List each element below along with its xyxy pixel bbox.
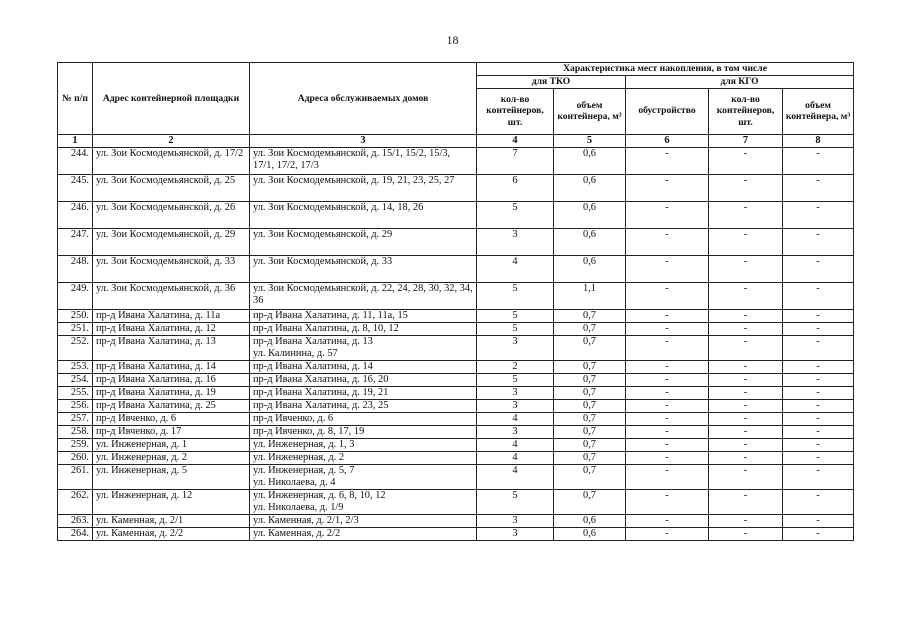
served-address: ул. Зои Космодемьянской, д. 29 (250, 228, 477, 255)
site-address: ул. Инженерная, д. 2 (93, 451, 250, 464)
site-address: ул. Зои Космодемьянской, д. 25 (93, 174, 250, 201)
header-kgo-count: кол-во контейнеров, шт. (709, 88, 783, 134)
row-number: 263. (58, 514, 93, 527)
tko-count: 4 (477, 255, 554, 282)
row-number: 251. (58, 322, 93, 335)
tko-count: 3 (477, 335, 554, 360)
kgo-count: - (709, 425, 783, 438)
table-row (58, 373, 854, 386)
tko-volume: 0,6 (554, 228, 626, 255)
row-number: 264. (58, 527, 93, 540)
tko-count: 6 (477, 174, 554, 201)
row-number: 261. (58, 464, 93, 489)
site-address: ул. Инженерная, д. 1 (93, 438, 250, 451)
tko-volume: 0,7 (554, 360, 626, 373)
served-address: пр-д Ивана Халатина, д. 11, 11а, 15 (250, 309, 477, 322)
kgo-volume: - (783, 322, 854, 335)
tko-count: 3 (477, 399, 554, 412)
kgo-volume: - (783, 373, 854, 386)
site-address: пр-д Ивана Халатина, д. 25 (93, 399, 250, 412)
served-address: пр-д Ивана Халатина, д. 13 (250, 335, 477, 348)
tko-volume: 0,7 (554, 386, 626, 399)
tko-volume: 0,6 (554, 201, 626, 228)
site-address: ул. Инженерная, д. 5 (93, 464, 250, 489)
kgo-volume: - (783, 147, 854, 174)
site-address: пр-д Ивана Халатина, д. 12 (93, 322, 250, 335)
tko-count: 5 (477, 201, 554, 228)
served-address: ул. Инженерная, д. 6, 8, 10, 12 (250, 489, 477, 502)
served-address: ул. Зои Космодемьянской, д. 14, 18, 26 (250, 201, 477, 228)
table-row (58, 412, 854, 425)
tko-volume: 0,6 (554, 147, 626, 174)
kgo-count: - (709, 322, 783, 335)
row-number: 253. (58, 360, 93, 373)
site-address: пр-д Ивченко, д. 6 (93, 412, 250, 425)
kgo-count: - (709, 399, 783, 412)
header-tko: для ТКО (477, 76, 626, 89)
kgo-count: - (709, 147, 783, 174)
setup: - (626, 438, 709, 451)
kgo-count: - (709, 201, 783, 228)
column-number: 8 (783, 134, 854, 147)
tko-volume: 0,7 (554, 464, 626, 489)
table-row (58, 322, 854, 335)
site-address: пр-д Ивана Халатина, д. 14 (93, 360, 250, 373)
setup: - (626, 309, 709, 322)
header-tko-volume: объем контейнера, м³ (554, 88, 626, 134)
kgo-volume: - (783, 335, 854, 360)
kgo-volume: - (783, 228, 854, 255)
table-row (58, 527, 854, 540)
kgo-volume: - (783, 360, 854, 373)
setup: - (626, 147, 709, 174)
served-address: ул. Зои Космодемьянской, д. 15/1, 15/2, 15/3, 17/1, 17/2, 17/3 (250, 147, 477, 174)
header-served-addresses: Адреса обслуживаемых домов (250, 63, 477, 135)
kgo-volume: - (783, 451, 854, 464)
kgo-count: - (709, 309, 783, 322)
setup: - (626, 386, 709, 399)
table-row (58, 228, 854, 255)
site-address: ул. Зои Космодемьянской, д. 26 (93, 201, 250, 228)
header-setup: обустройство (626, 88, 709, 134)
tko-volume: 0,7 (554, 425, 626, 438)
tko-volume: 0,7 (554, 489, 626, 514)
kgo-count: - (709, 335, 783, 360)
kgo-volume: - (783, 255, 854, 282)
served-address: пр-д Ивченко, д. 8, 17, 19 (250, 425, 477, 438)
site-address: пр-д Ивченко, д. 17 (93, 425, 250, 438)
column-number: 6 (626, 134, 709, 147)
served-address: ул. Зои Космодемьянской, д. 33 (250, 255, 477, 282)
table-row (58, 335, 854, 348)
setup: - (626, 527, 709, 540)
site-address: ул. Зои Космодемьянской, д. 36 (93, 282, 250, 309)
kgo-volume: - (783, 201, 854, 228)
setup: - (626, 399, 709, 412)
table-row (58, 255, 854, 282)
kgo-volume: - (783, 489, 854, 514)
row-number: 262. (58, 489, 93, 514)
setup: - (626, 322, 709, 335)
setup: - (626, 335, 709, 360)
tko-volume: 0,7 (554, 399, 626, 412)
kgo-count: - (709, 412, 783, 425)
tko-volume: 0,6 (554, 255, 626, 282)
table-row (58, 386, 854, 399)
served-address: ул. Каменная, д. 2/1, 2/3 (250, 514, 477, 527)
tko-volume: 0,7 (554, 322, 626, 335)
kgo-volume: - (783, 464, 854, 489)
kgo-count: - (709, 514, 783, 527)
kgo-volume: - (783, 309, 854, 322)
kgo-count: - (709, 174, 783, 201)
kgo-volume: - (783, 282, 854, 309)
header-tko-count: кол-во контейнеров, шт. (477, 88, 554, 134)
row-number: 252. (58, 335, 93, 360)
setup: - (626, 412, 709, 425)
setup: - (626, 360, 709, 373)
setup: - (626, 425, 709, 438)
setup: - (626, 451, 709, 464)
kgo-volume: - (783, 174, 854, 201)
tko-count: 7 (477, 147, 554, 174)
row-number: 255. (58, 386, 93, 399)
served-address: ул. Зои Космодемьянской, д. 19, 21, 23, 25, 27 (250, 174, 477, 201)
kgo-count: - (709, 373, 783, 386)
table-row (58, 360, 854, 373)
table-body (58, 147, 854, 540)
setup: - (626, 228, 709, 255)
kgo-count: - (709, 527, 783, 540)
tko-volume: 0,6 (554, 527, 626, 540)
table-row (58, 201, 854, 228)
column-number: 1 (58, 134, 93, 147)
served-address: ул. Инженерная, д. 1, 3 (250, 438, 477, 451)
table-row (58, 514, 854, 527)
setup: - (626, 514, 709, 527)
table-row (58, 464, 854, 477)
setup: - (626, 174, 709, 201)
table-row (58, 489, 854, 502)
site-address: пр-д Ивана Халатина, д. 16 (93, 373, 250, 386)
header-kgo: для КГО (626, 76, 854, 89)
container-sites-table (57, 62, 854, 541)
tko-count: 4 (477, 451, 554, 464)
row-number: 256. (58, 399, 93, 412)
served-address: пр-д Ивана Халатина, д. 19, 21 (250, 386, 477, 399)
page-number: 18 (446, 33, 459, 47)
tko-count: 5 (477, 489, 554, 514)
served-address: ул. Калинина, д. 57 (250, 348, 477, 361)
tko-count: 3 (477, 514, 554, 527)
site-address: ул. Зои Космодемьянской, д. 17/2 (93, 147, 250, 174)
kgo-count: - (709, 451, 783, 464)
tko-count: 4 (477, 438, 554, 451)
kgo-count: - (709, 228, 783, 255)
tko-volume: 0,7 (554, 373, 626, 386)
tko-count: 5 (477, 322, 554, 335)
served-address: ул. Инженерная, д. 2 (250, 451, 477, 464)
table-row (58, 282, 854, 309)
served-address: пр-д Ивана Халатина, д. 8, 10, 12 (250, 322, 477, 335)
row-number: 246. (58, 201, 93, 228)
column-number: 5 (554, 134, 626, 147)
tko-volume: 0,7 (554, 438, 626, 451)
served-address: ул. Инженерная, д. 5, 7 (250, 464, 477, 477)
site-address: пр-д Ивана Халатина, д. 19 (93, 386, 250, 399)
tko-volume: 0,6 (554, 514, 626, 527)
row-number: 250. (58, 309, 93, 322)
site-address: ул. Инженерная, д. 12 (93, 489, 250, 514)
row-number: 249. (58, 282, 93, 309)
kgo-count: - (709, 464, 783, 489)
setup: - (626, 464, 709, 489)
kgo-count: - (709, 489, 783, 514)
site-address: ул. Зои Космодемьянской, д. 33 (93, 255, 250, 282)
header-num: № п/п (58, 63, 93, 135)
row-number: 260. (58, 451, 93, 464)
column-number: 2 (93, 134, 250, 147)
row-number: 248. (58, 255, 93, 282)
kgo-volume: - (783, 527, 854, 540)
column-numbers-row (58, 134, 854, 147)
kgo-volume: - (783, 412, 854, 425)
tko-count: 3 (477, 527, 554, 540)
header-characteristics: Характеристика мест накопления, в том числе (477, 63, 854, 76)
column-number: 4 (477, 134, 554, 147)
site-address: ул. Зои Космодемьянской, д. 29 (93, 228, 250, 255)
site-address: ул. Каменная, д. 2/1 (93, 514, 250, 527)
setup: - (626, 373, 709, 386)
tko-count: 3 (477, 425, 554, 438)
kgo-volume: - (783, 514, 854, 527)
site-address: ул. Каменная, д. 2/2 (93, 527, 250, 540)
tko-count: 5 (477, 309, 554, 322)
header-site-address: Адрес контейнерной площадки (93, 63, 250, 135)
tko-volume: 0,7 (554, 309, 626, 322)
tko-volume: 0,7 (554, 412, 626, 425)
table-row (58, 438, 854, 451)
tko-count: 4 (477, 464, 554, 489)
served-address: ул. Каменная, д. 2/2 (250, 527, 477, 540)
tko-count: 5 (477, 373, 554, 386)
row-number: 259. (58, 438, 93, 451)
served-address: ул. Николаева, д. 4 (250, 477, 477, 490)
column-number: 7 (709, 134, 783, 147)
row-number: 258. (58, 425, 93, 438)
row-number: 244. (58, 147, 93, 174)
served-address: пр-д Ивана Халатина, д. 14 (250, 360, 477, 373)
setup: - (626, 255, 709, 282)
row-number: 245. (58, 174, 93, 201)
header-kgo-volume: объем контейнера, м³ (783, 88, 854, 134)
column-number: 3 (250, 134, 477, 147)
kgo-count: - (709, 255, 783, 282)
tko-count: 3 (477, 228, 554, 255)
served-address: ул. Зои Космодемьянской, д. 22, 24, 28, 30, 32, 34, 36 (250, 282, 477, 309)
table-row (58, 147, 854, 174)
table-row (58, 309, 854, 322)
kgo-volume: - (783, 386, 854, 399)
kgo-count: - (709, 386, 783, 399)
setup: - (626, 201, 709, 228)
site-address: пр-д Ивана Халатина, д. 13 (93, 335, 250, 360)
served-address: ул. Николаева, д. 1/9 (250, 502, 477, 515)
tko-volume: 0,6 (554, 174, 626, 201)
served-address: пр-д Ивана Халатина, д. 16, 20 (250, 373, 477, 386)
row-number: 254. (58, 373, 93, 386)
tko-count: 3 (477, 386, 554, 399)
served-address: пр-д Ивченко, д. 6 (250, 412, 477, 425)
tko-volume: 0,7 (554, 335, 626, 360)
kgo-count: - (709, 360, 783, 373)
table-row (58, 399, 854, 412)
tko-count: 2 (477, 360, 554, 373)
kgo-volume: - (783, 438, 854, 451)
table-row (58, 425, 854, 438)
table-row (58, 451, 854, 464)
tko-volume: 1,1 (554, 282, 626, 309)
tko-volume: 0,7 (554, 451, 626, 464)
kgo-volume: - (783, 425, 854, 438)
setup: - (626, 282, 709, 309)
kgo-volume: - (783, 399, 854, 412)
site-address: пр-д Ивана Халатина, д. 11а (93, 309, 250, 322)
table-row (58, 174, 854, 201)
setup: - (626, 489, 709, 514)
row-number: 247. (58, 228, 93, 255)
row-number: 257. (58, 412, 93, 425)
kgo-count: - (709, 282, 783, 309)
tko-count: 5 (477, 282, 554, 309)
table-header (58, 63, 854, 148)
served-address: пр-д Ивана Халатина, д. 23, 25 (250, 399, 477, 412)
kgo-count: - (709, 438, 783, 451)
tko-count: 4 (477, 412, 554, 425)
